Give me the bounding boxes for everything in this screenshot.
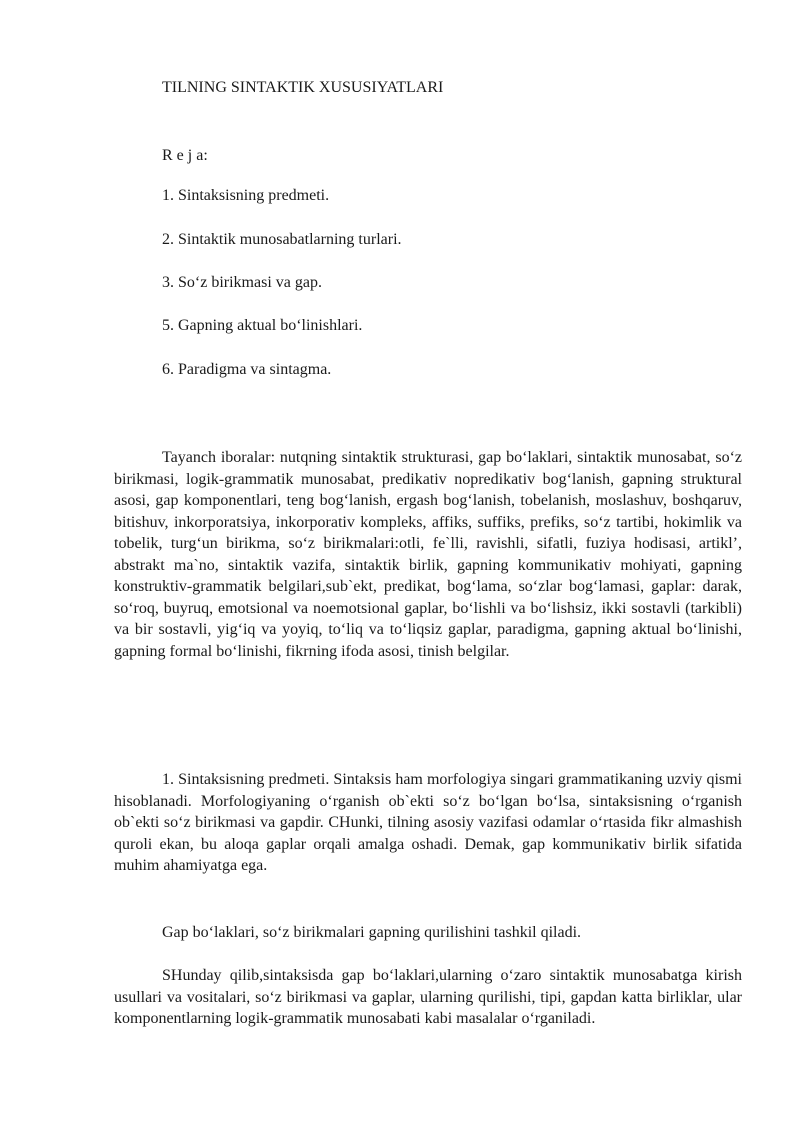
plan-item: 5. Gapning aktual bo‘linishlari.	[162, 317, 363, 334]
plan-item: 2. Sintaktik munosabatlarning turlari.	[162, 231, 402, 248]
document-title: TILNING SINTAKTIK XUSUSIYATLARI	[162, 79, 444, 96]
keywords-paragraph: Tayanch iboralar: nutqning sintaktik strukturasi, gap bo‘laklari, sintaktik munosabat, so‘z birikmasi, logik-grammatik munosabat, predikativ nopredikativ bog‘lanish, gapning struktural asosi, gap komponentlari, teng bog‘lanish, ergash bog‘lanish, tobelanish, moslashuv, boshqaruv, bitishuv, inkorporatsiya, inkorporativ kompleks, affiks, suffiks, prefiks, so‘z tartibi, hokimlik va tobelik, turg‘un birikma, so‘z birikmalari:otli, fe`lli, ravishli, sifatli, fuziya hodisasi, artikl’, abstrakt ma`no, sintaktik vazifa, sintaktik birlik, gapning kommunikativ mohiyati, gapning konstruktiv-grammatik belgilari,sub`ekt, predikat, bog‘lama, so‘zlar bog‘lamasi, gaplar: darak, so‘roq, buyruq, emotsional va noemotsional gaplar, bo‘lishli va bo‘lishsiz, ikki sostavli (tarkibli) va bir sostavli, yig‘iq va yoyiq, to‘liq va to‘liqsiz gaplar, paradigma, gapning aktual bo‘linishi, gapning formal bo‘linishi, fikrning ifoda asosi, tinish belgilar.	[114, 449, 742, 660]
body-paragraph: Gap bo‘laklari, so‘z birikmalari gapning qurilishini tashkil qiladi.	[162, 924, 582, 941]
plan-item: 3. So‘z birikmasi va gap.	[162, 274, 322, 291]
plan-item: 1. Sintaksisning predmeti.	[162, 187, 330, 204]
plan-label: R e j a:	[162, 147, 208, 164]
body-paragraph: 1. Sintaksisning predmeti. Sintaksis ham morfologiya singari grammatikaning uzviy qismi hisoblanadi. Morfologiyaning o‘rganish ob`ekti so‘z bo‘lgan bo‘lsa, sintaksisning o‘rganish ob`ekti so‘z birikmasi va gapdir. CHunki, tilning asosiy vazifasi odamlar o‘rtasida fikr almashish quroli ekan, bu aloqa gaplar orqali amalga oshadi. Demak, gap kommunikativ birlik sifatida muhim ahamiyatga ega.	[114, 771, 742, 874]
plan-item: 6. Paradigma va sintagma.	[162, 361, 332, 378]
body-paragraph: SHunday qilib,sintaksisda gap bo‘laklari,ularning o‘zaro sintaktik munosabatga kirish usullari va vositalari, so‘z birikmasi va gaplar, ularning qurilishi, tipi, gapdan katta birliklar, ular komponentlarning logik-grammatik munosabati kabi masalalar o‘rganiladi.	[114, 967, 742, 1027]
